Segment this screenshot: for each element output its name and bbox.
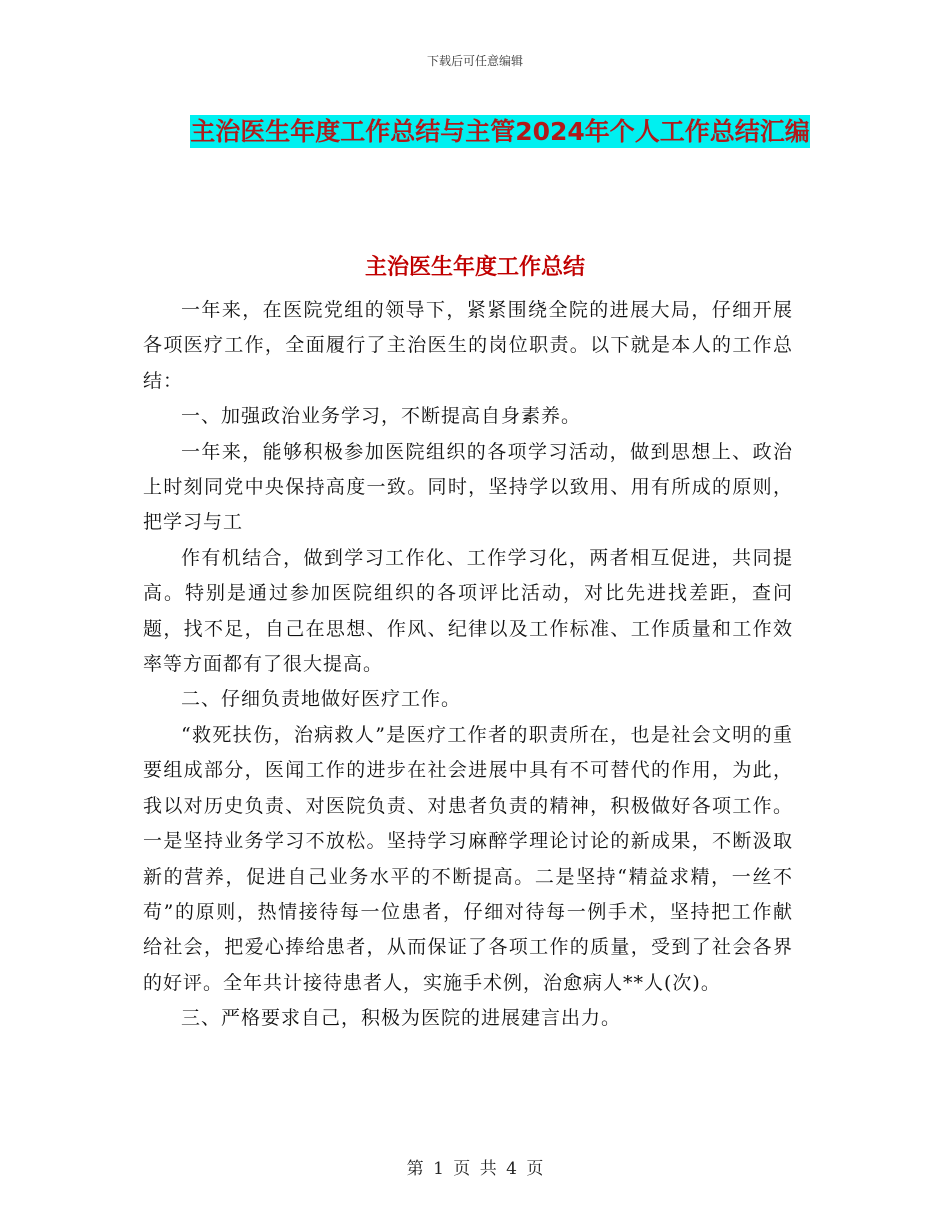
section-title: 主治医生年度工作总结 xyxy=(364,255,585,280)
paragraph: 三、严格要求自己，积极为医院的进展建言出力。 xyxy=(181,1007,622,1030)
paragraph: 二、仔细负责地做好医疗工作。 xyxy=(181,688,462,711)
document-title-text: 主治医生年度工作总结与主管2024年个人工作总结汇编 xyxy=(190,117,810,146)
page-footer: 第 1 页 共 4 页 xyxy=(406,1159,544,1179)
paragraph: “救死扶伤，治病救人”是医疗工作者的职责所在，也是社会文明的重要组成部分，医闻工作的进步在社会进展中具有不可替代的作用，为此，我以对历史负责、对医院负责、对患者负责的精神，积极做好各项工作。一是坚持业务学习不放松。坚持学习麻醉学理论讨论的新成果，不断汲取新的营养，促进自己业务水平的不断提高。二是坚持“精益求精，一丝不苟”的原则，热情接待每一位患者，仔细对待每一例手术，坚持把工作献给社会，把爱心捧给患者，从而保证了各项工作的质量，受到了社会各界的好评。全年共计接待患者人，实施手术例，治愈病人**人(次)。 xyxy=(143,723,793,994)
body-text xyxy=(143,293,793,1037)
paragraph: 一年来，能够积极参加医院组织的各项学习活动，做到思想上、政治上时刻同党中央保持高度一致。同时，坚持学以致用、用有所成的原则，把学习与工 xyxy=(143,440,793,534)
document-title xyxy=(140,110,860,154)
paragraph: 一、加强政治业务学习，不断提高自身素养。 xyxy=(181,405,582,428)
header-note: 下载后可任意编辑 xyxy=(426,54,523,68)
paragraph: 一年来，在医院党组的领导下，紧紧围绕全院的进展大局，仔细开展各项医疗工作，全面履行了主治医生的岗位职责。以下就是本人的工作总结： xyxy=(143,299,793,392)
paragraph: 作有机结合，做到学习工作化、工作学习化，两者相互促进，共同提高。特别是通过参加医院组织的各项评比活动，对比先进找差距，查问题，找不足，自己在思想、作风、纪律以及工作标准、工作质量和工作效率等方面都有了很大提高。 xyxy=(143,546,793,676)
